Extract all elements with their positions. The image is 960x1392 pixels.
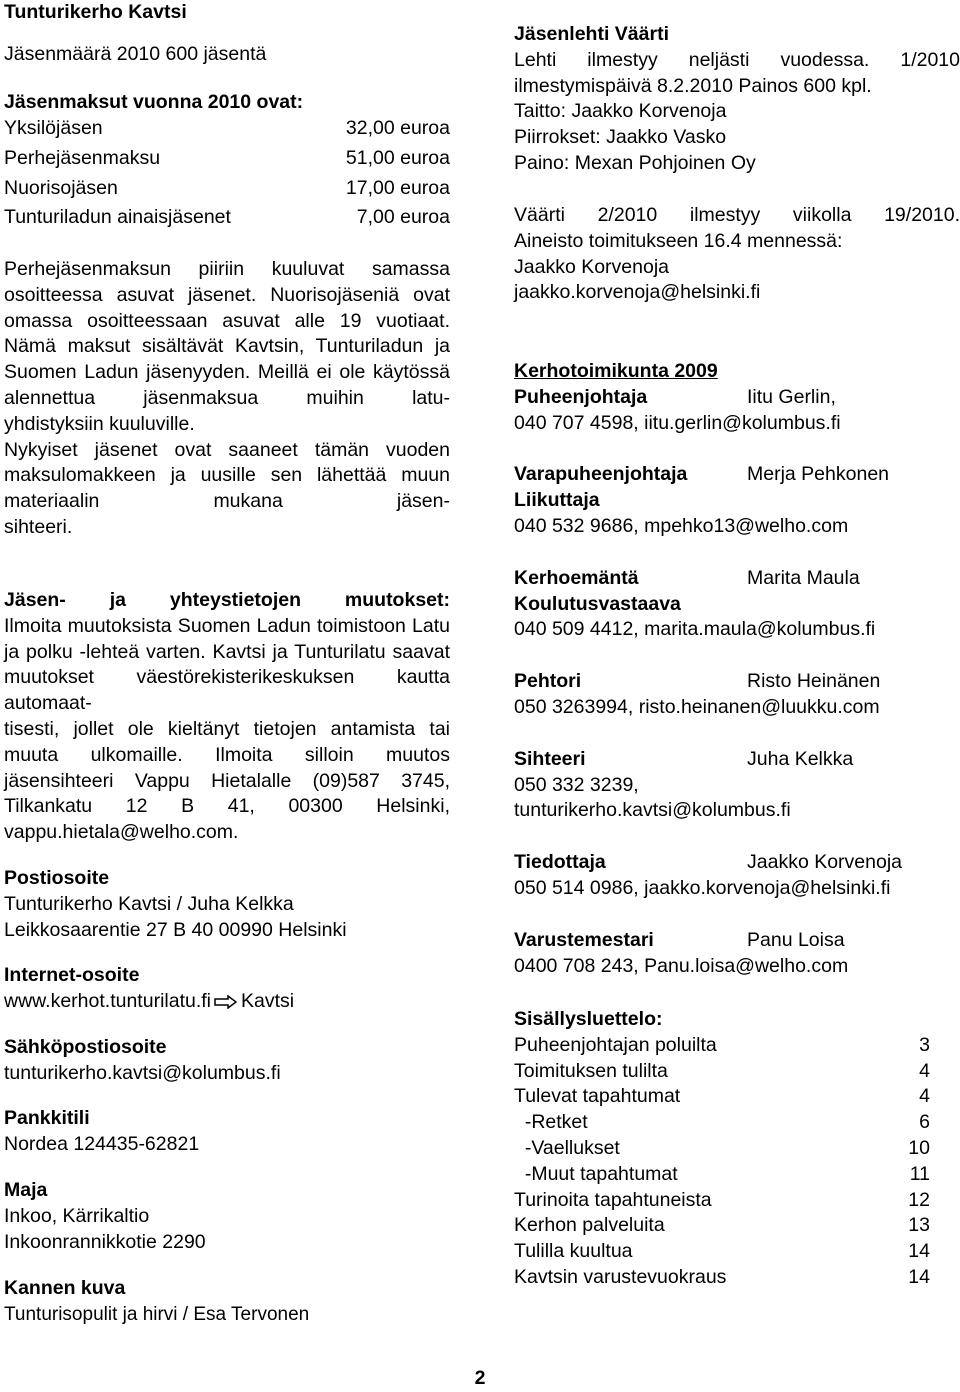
toc-item: Toimituksen tulilta 4 — [514, 1059, 930, 1082]
arrow-right-icon — [214, 995, 238, 1009]
committee-member: Varapuheenjohtaja Merja Pehkonen Liikuttaja 040 532 9686, mpehko13@welho.com — [514, 463, 890, 537]
changes-section: Jäsen- ja yhteystietojen muutokset: Ilmoita muutoksista Suomen Ladun toimistoon Latu ja polku -lehteä varten. Kavtsi ja Tunturilatu saavat muutokset väestörekisterikeskuksen kautta automaat- tisesti, jollet ole kieltänyt tietojen antamista tai muuta ulkomaille. Ilmoita silloin muutos jäsensihteeri Vappu Hietalalle (09)587 3745, Tilkankatu 12 B 41, 00300 Helsinki, vappu.hietala@welho.com. — [4, 589, 450, 844]
club-title: Tunturikerho Kavtsi — [4, 1, 187, 23]
toc-item: -Muut tapahtumat 11 — [514, 1162, 930, 1185]
membership-count: Jäsenmäärä 2010 600 jäsentä — [4, 43, 267, 65]
website-link[interactable]: www.kerhot.tunturilatu.fi — [4, 989, 212, 1012]
cover-credit: Kannen kuva Tunturisopulit ja hirvi / Esa Tervonen — [4, 1277, 310, 1325]
table-of-contents — [514, 1007, 960, 1291]
fees-text: Perhejäsenmaksun piiriin kuuluvat samassa osoitteessa asuvat jäsenet. Nuorisojäseniä ovat omassa osoitteessaan asuvat alle 19 vuotiaat. Nämä maksut sisältävät Kavtsin, Tunturiladun ja Suomen Ladun jäsenyyden. Meillä ei ole käytössä alennettua jäsenmaksua muihin latu- yhdistyksiin kuuluville. Nykyiset jäsenet ovat saaneet tämän vuoden maksulomakkeen ja uusille sen lähettää muun materiaalin mukana jäsen- sihteeri. — [4, 258, 450, 538]
email-address: Sähköpostiosoite tunturikerho.kavtsi@kolumbus.fi — [4, 1035, 281, 1087]
toc-item: -Retket 6 — [514, 1111, 930, 1134]
fees-list — [4, 116, 450, 231]
committee-member: Pehtori Risto Heinänen 050 3263994, risto.heinanen@luukku.com — [514, 670, 881, 718]
committee-member: Sihteeri Juha Kelkka 050 332 3239, tunturikerho.kavtsi@kolumbus.fi — [514, 747, 854, 822]
email-link[interactable]: tunturikerho.kavtsi@kolumbus.fi — [4, 1061, 281, 1084]
bank-account: Pankkitili Nordea 124435-62821 — [4, 1107, 200, 1155]
fee-row: Tunturiladun ainaisjäsenet 7,00 euroa — [4, 206, 450, 229]
toc-heading: Sisällysluettelo: — [514, 1008, 663, 1030]
toc-item: Tulilla kuultua 14 — [514, 1240, 930, 1263]
toc-item: Turinoita tapahtuneista 12 — [514, 1188, 930, 1211]
toc-item: -Vaellukset 10 — [514, 1136, 930, 1159]
fee-row: Yksilöjäsen 32,00 euroa — [4, 117, 450, 139]
committee-member: Kerhoemäntä Marita Maula Koulutusvastaava 040 509 4412, marita.maula@kolumbus.fi — [514, 566, 876, 641]
magazine-heading: Jäsenlehti Väärti — [514, 23, 669, 45]
next-issue-info: Väärti 2/2010 ilmestyy viikolla 19/2010. Aineisto toimitukseen 16.4 mennessä: Jaakko Korvenoja jaakko.korvenoja@helsinki.fi — [514, 203, 960, 306]
fee-row: Nuorisojäsen 17,00 euroa — [4, 176, 450, 199]
committee-member: Puheenjohtaja Iitu Gerlin, 040 707 4598, iitu.gerlin@kolumbus.fi — [514, 385, 841, 434]
committee-member: Tiedottaja Jaakko Korvenoja 050 514 0986, jaakko.korvenoja@helsinki.fi — [514, 851, 903, 899]
toc-item: Kerhon palveluita 13 — [514, 1214, 930, 1237]
toc-item: Puheenjohtajan poluilta 3 — [514, 1033, 930, 1056]
fees-heading: Jäsenmaksut vuonna 2010 ovat: — [4, 91, 304, 113]
internet-address: Internet-osoite www.kerhot.tunturilatu.fi Kavtsi — [4, 964, 295, 1012]
magazine-info: Jäsenlehti Väärti Lehti ilmestyy neljästi vuodessa. 1/2010 ilmestymispäivä 8.2.2010 Painos 600 kpl. Taitto: Jaakko Korvenoja Piirrokset: Jaakko Vasko Paino: Mexan Pohjoinen Oy — [514, 23, 960, 174]
committee — [514, 359, 960, 979]
cabin-address: Maja Inkoo, Kärrikaltio Inkoonrannikkotie 2290 — [4, 1179, 206, 1253]
page-number: 2 — [474, 1367, 486, 1389]
changes-heading: Jäsen- ja yhteystietojen muutokset: — [4, 589, 450, 611]
fee-row: Perhejäsenmaksu 51,00 euroa — [4, 146, 450, 169]
committee-heading: Kerhotoimikunta 2009 — [514, 360, 718, 382]
editor-email[interactable]: jaakko.korvenoja@helsinki.fi — [514, 281, 761, 304]
toc-item: Kavtsin varustevuokraus 14 — [514, 1265, 930, 1288]
toc-item: Tulevat tapahtumat 4 — [514, 1085, 930, 1108]
postal-address: Postiosoite Tunturikerho Kavtsi / Juha Kelkka Leikkosaarentie 27 B 40 00990 Helsinki — [4, 867, 347, 941]
committee-member: Varustemestari Panu Loisa 0400 708 243, Panu.loisa@welho.com — [514, 928, 849, 977]
